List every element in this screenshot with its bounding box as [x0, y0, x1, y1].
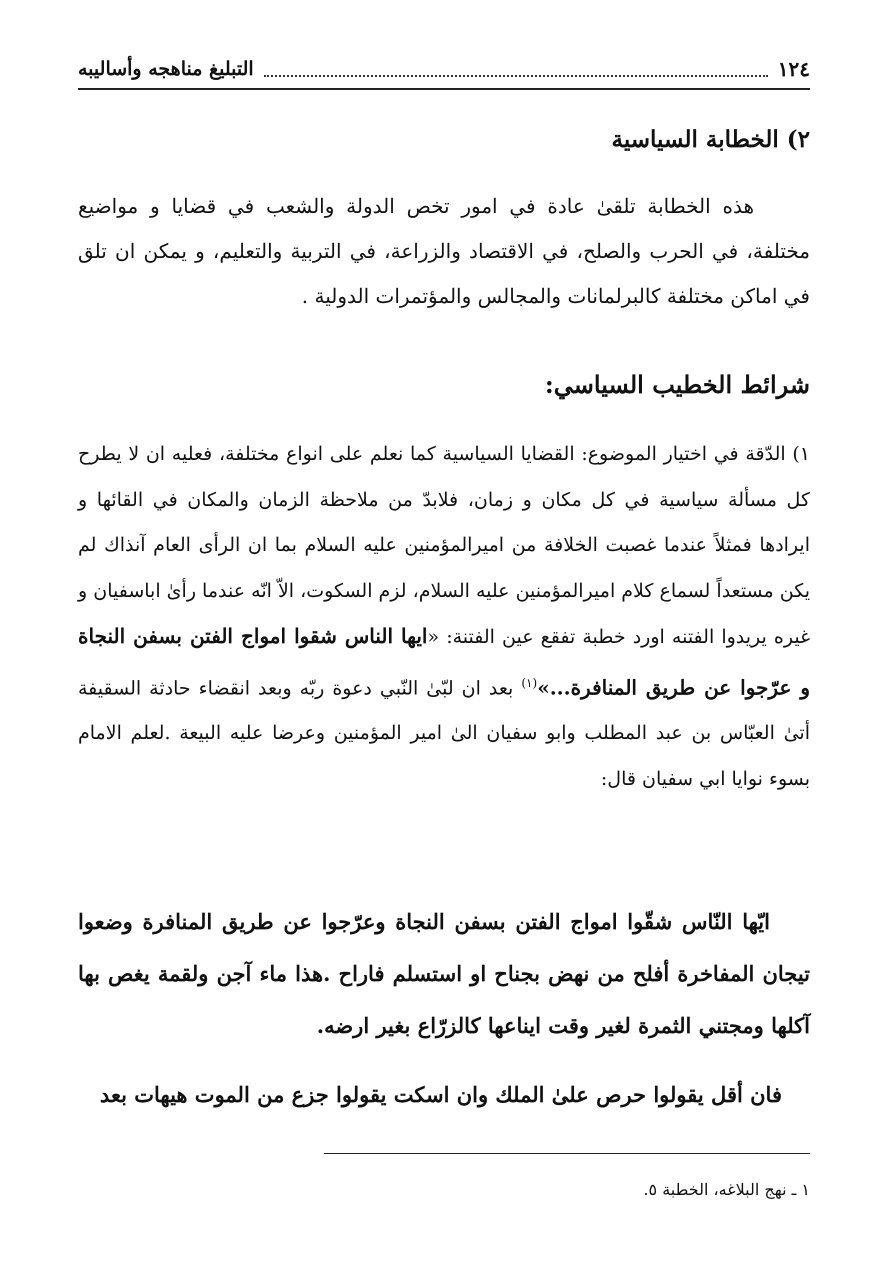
book-title: التبليغ مناهجه وأساليبه — [78, 58, 254, 80]
header-dot-leader — [264, 61, 768, 77]
footnote: ١ ـ نهج البلاغه، الخطبة ٥. — [643, 1180, 810, 1199]
sermon-quote-continued: فان أقل يقولوا حرص علىٰ الملك وان اسكت يقولوا جزع من الموت هيهات بعد — [99, 1082, 782, 1107]
sermon-quote-block: ايّها النّاس شقّوا امواج الفتن بسفن النجاة وعرّجوا عن طريق المنافرة وضعوا تيجان المفاخرة أفلح من نهض بجناح او استسلم فاراح .هذا ماء آجن ولقمة يغص بها آكلها ومجتني الثمرة لغير وقت ايناعها كالزرّاع بغير ارضه. — [78, 909, 810, 1038]
header-rule — [78, 88, 810, 90]
running-header — [78, 52, 810, 86]
condition-text-part-1: ١) الدّقة في اختيار الموضوع: القضايا السياسية كما نعلم على انواع مختلفة، فعليه ان لا يطرح كل مسألة سياسية في كل مكان و زمان، فلابدّ من ملاحظة الزمان والمكان في القائها و ايرادها فمثلاً عندما غصبت الخلافة من اميرالمؤمنين عليه السلام بما ان الرأى العام آنذاك لم يكن مستعداً لسماع كلام اميرالمؤمنين عليه السلام، لزم السكوت، الاّ انّه عندما رأىٰ اباسفيان و غيره يريدوا الفتنه اورد خطبة تفقع عين الفتنة: « — [78, 443, 811, 648]
page-number: ١٢٤ — [777, 57, 810, 81]
condition-text-part-2: بعد ان لبّىٰ النّبي دعوة ربّه وبعد انقضاء حادثة السقيفة أتىٰ العبّاس بن عبد المطلب وابو سفيان الىٰ امير المؤمنين وعرضا عليه البيعة .لعلم الامام بسوء نوايا ابي سفيان قال: — [78, 676, 810, 790]
footnote-rule — [324, 1153, 810, 1154]
section-heading: ٢) الخطابة السياسية — [611, 126, 810, 153]
intro-paragraph: هذه الخطابة تلقىٰ عادة في امور تخص الدولة والشعب في قضايا و مواضيع مختلفة، في الحرب والصلح، في الاقتصاد والزراعة، في التربية والتعليم، و يمكن ان تلق في اماكن مختلفة كالبرلمانات والمجالس والمؤتمرات الدولية . — [78, 194, 810, 308]
footnote-ref[interactable]: (١) — [521, 675, 538, 690]
condition-paragraph — [78, 432, 810, 802]
subsection-heading: شرائط الخطيب السياسي: — [544, 370, 810, 399]
sermon-quote-inline: ايها الناس شقوا امواج الفتن بسفن النجاة و عرّجوا عن طريق المنافرة...» — [78, 624, 810, 699]
